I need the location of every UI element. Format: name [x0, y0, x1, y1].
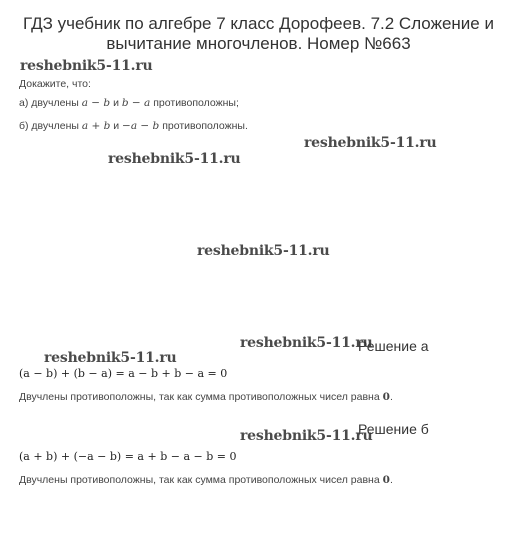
solution-a-heading: Решение а [358, 338, 429, 354]
solution-b-formula: (a + b) + (−a − b) = a + b − a − b = 0 [19, 450, 237, 463]
solution-b-text [19, 474, 393, 486]
task-a-suffix: противоположны; [150, 97, 239, 109]
task-a-expr2: b − a [121, 97, 151, 109]
task-b-conj: и [110, 120, 123, 132]
task-b-expr1: a + b [81, 120, 111, 132]
watermark: reshebnik5-11.ru [240, 335, 373, 351]
task-b-prefix: б) двучлены [19, 120, 82, 132]
task-b-suffix: противоположны. [159, 120, 248, 132]
solution-a-zero: 0 [382, 391, 390, 403]
solution-a-formula: (a − b) + (b − a) = a − b + b − a = 0 [19, 367, 228, 380]
watermark: reshebnik5-11.ru [240, 428, 373, 444]
solution-b-zero: 0 [382, 474, 390, 486]
solution-a-end: . [389, 391, 393, 403]
solution-b-end: . [389, 474, 393, 486]
watermark: reshebnik5-11.ru [20, 58, 153, 74]
solution-b-sentence: Двучлены противоположны, так как сумма противоположных чисел равна [19, 474, 383, 486]
page-title [0, 14, 517, 54]
watermark: reshebnik5-11.ru [197, 243, 330, 259]
solution-b-heading: Решение б [358, 421, 429, 437]
task-a-prefix: а) двучлены [19, 97, 82, 109]
task-a-conj: и [110, 97, 122, 109]
title-line-1: ГДЗ учебник по алгебре 7 класс Дорофеев. 7.2 Сложение и [23, 14, 494, 33]
task-a-expr1: a − b [81, 97, 111, 109]
task-a [19, 97, 239, 109]
watermark: reshebnik5-11.ru [304, 135, 437, 151]
task-b [19, 120, 248, 132]
watermark: reshebnik5-11.ru [108, 151, 241, 167]
task-b-expr2: −a − b [122, 120, 160, 132]
watermark: reshebnik5-11.ru [44, 350, 177, 366]
task-intro: Докажите, что: [19, 78, 91, 90]
title-line-2: вычитание многочленов. Номер №663 [106, 34, 411, 53]
solution-a-text [19, 391, 393, 403]
solution-a-sentence: Двучлены противоположны, так как сумма противоположных чисел равна [19, 391, 383, 403]
